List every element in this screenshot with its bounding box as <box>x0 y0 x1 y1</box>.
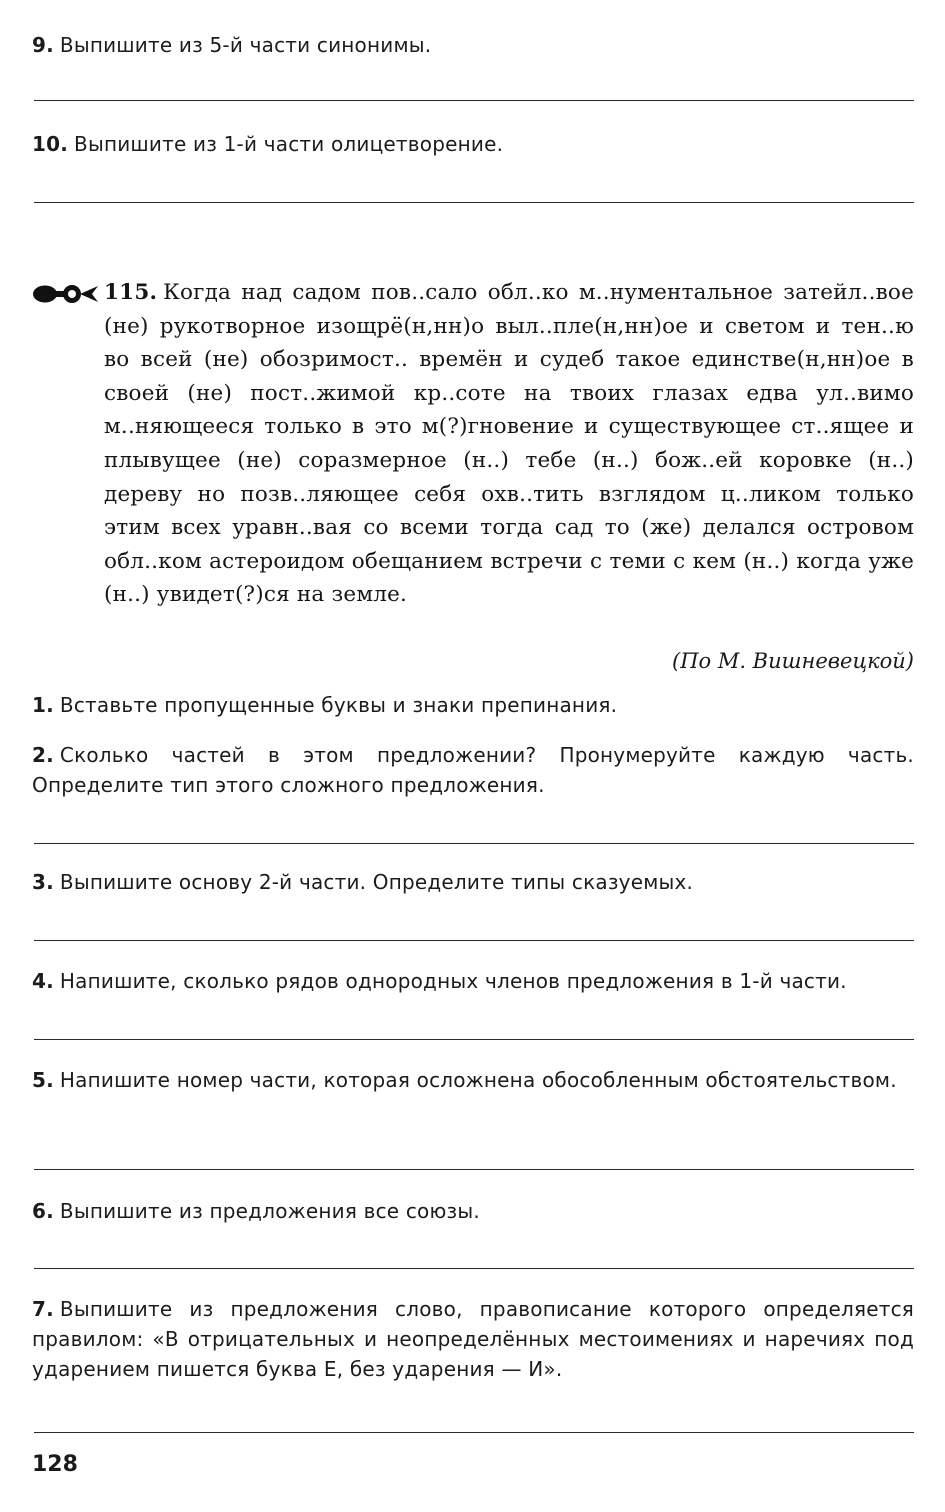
question-9-text: Выпишите из 5-й части синонимы. <box>59 33 432 57</box>
task-1-number: 1. <box>32 693 54 717</box>
answer-line-task-3[interactable] <box>34 940 914 941</box>
exercise-text <box>104 276 914 612</box>
task-4-number: 4. <box>32 969 54 993</box>
task-2-number: 2. <box>32 743 54 767</box>
task-4-text: Напишите, сколько рядов однородных членов предложения в 1-й части. <box>59 969 847 993</box>
task-7-number: 7. <box>32 1297 54 1321</box>
task-5-number: 5. <box>32 1068 54 1092</box>
answer-line-task-7[interactable] <box>34 1432 914 1433</box>
task-3-text: Выпишите основу 2-й части. Определите типы сказуемых. <box>59 870 694 894</box>
task-5 <box>32 1065 914 1095</box>
task-2 <box>32 740 914 800</box>
task-2-text: Сколько частей в этом предложении? Пронумеруйте каждую часть. Определите тип этого сложного предложения. <box>32 743 914 797</box>
task-1 <box>32 690 914 720</box>
answer-line-task-5[interactable] <box>34 1169 914 1170</box>
task-6-text: Выпишите из предложения все союзы. <box>59 1199 480 1223</box>
question-9 <box>32 30 914 60</box>
question-9-number: 9. <box>32 33 54 57</box>
question-10-text: Выпишите из 1-й части олицетворение. <box>74 132 504 156</box>
task-6 <box>32 1196 914 1226</box>
task-7-text: Выпишите из предложения слово, правописание которого определяется правилом: «В отрицательных и неопределённых местоимениях и наречиях под ударением пишется буква Е, без ударения — И». <box>32 1297 914 1381</box>
exercise-attribution: (По М. Вишневецкой) <box>672 649 914 673</box>
task-6-number: 6. <box>32 1199 54 1223</box>
exercise-body: Когда над садом пов..сало обл..ко м..нументальное затейл..вое (не) рукотворное изощрё(н,нн)о выл..пле(н,нн)ое и светом и тен..ю во всей (не) обозримост.. времён и судеб такое единстве(н,нн)ое в своей (не) пост..жимой кр..соте на твоих глазах едва ул..вимо м..няющееся только в это м(?)гновение и существующее ст..ящее и плывущее (не) соразмерное (н..) тебе (н..) бож..ей коровке (н..) дереву но позв..ляющее себя охв..тить взглядом ц..ликом только этим всех уравн..вая со всеми тогда сад то (же) делался островом обл..ком астероидом обещанием встречи с теми с кем (н..) когда уже (н..) увидет(?)ся на земле. <box>104 280 914 608</box>
task-7 <box>32 1294 914 1384</box>
workbook-page <box>32 0 914 1512</box>
task-5-text: Напишите номер части, которая осложнена обособленным обстоятельством. <box>59 1068 897 1092</box>
task-1-text: Вставьте пропущенные буквы и знаки препинания. <box>59 693 618 717</box>
answer-line-task-2[interactable] <box>34 843 914 844</box>
answer-line-task-4[interactable] <box>34 1039 914 1040</box>
task-4 <box>32 966 914 996</box>
key-icon <box>32 278 98 308</box>
question-10-number: 10. <box>32 132 69 156</box>
answer-line-9[interactable] <box>34 100 914 101</box>
answer-line-10[interactable] <box>34 202 914 203</box>
task-3-number: 3. <box>32 870 54 894</box>
exercise-number: 115. <box>104 280 158 305</box>
answer-line-task-6[interactable] <box>34 1268 914 1269</box>
question-10 <box>32 129 914 159</box>
page-number: 128 <box>32 1452 78 1477</box>
task-3 <box>32 867 914 897</box>
